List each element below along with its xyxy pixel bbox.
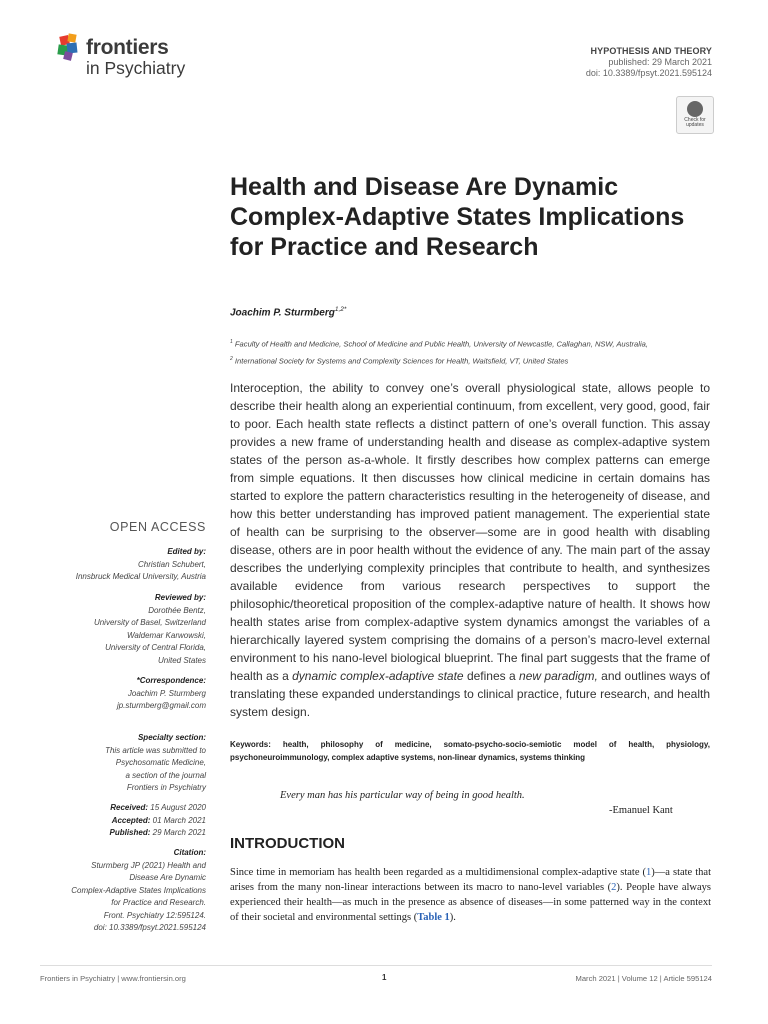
section-heading-introduction: INTRODUCTION [230,835,345,852]
epigraph-author: -Emanuel Kant [609,805,673,816]
keywords-label: Keywords: [230,740,271,749]
affiliation-1: $^1$ Faculty of Health and Medicine, School of Medicine and Public Health, University of Newcastle, Callaghan, NSW, Australia, [230,339,648,349]
footer-journal-link[interactable]: Frontiers in Psychiatry | www.frontiersin.org [40,974,186,983]
reviewer-1-affiliation: University of Basel, Switzerland [93,618,206,627]
reference-link-1[interactable]: 1 [646,867,652,878]
logo-block-blue [67,43,78,54]
open-access-label: OPEN ACCESS [109,520,206,534]
affiliation-2: $^2$ International Society for Systems and Complexity Sciences for Health, Waitsfield, VT, United States [230,355,569,366]
specialty-line-1: This article was submitted to [105,745,206,755]
correspondence-label: *Correspondence: [136,676,206,685]
reviewed-by-label: Reviewed by: [154,593,206,602]
specialty-line-3: a section of the journal [125,770,206,780]
editor-name: Christian Schubert, [137,559,206,569]
epigraph-quote: Every man has his particular way of being in good health. [280,790,525,801]
footer-rule [40,965,712,966]
brand-name: frontiers [86,36,169,59]
crossmark-label: Check for updates [684,117,706,128]
citation-line-1: Sturmberg JP (2021) Health and [91,860,206,870]
edited-by-label: Edited by: [167,547,206,556]
citation-line-2: Disease Are Dynamic [129,873,206,882]
correspondence-email[interactable]: jp.sturmberg@gmail.com [116,701,206,710]
editor-affiliation: Innsbruck Medical University, Austria [75,572,206,581]
author-name[interactable]: Joachim P. Sturmberg [230,307,335,319]
specialty-label: Specialty section: [137,733,206,742]
abstract: Interoception, the ability to convey one’s overall physiological state, allows people to describe their health along an experiential continuum, from excellent, very good, good, fair to poor. Each health state reflects a distinct pattern of one’s overall function. This assay provides a new frame of understanding health and disease as complex-adaptive system states of the person as-a-whole. It firstly describes how complex patterns can emerge from simple equations. It then discusses how clinical medicine in certain domains has started to explore the pattern characteristics resulting in the heterogeneity of disease, and how this better understanding has improved patient management. The experiential state of health can be surprising to the observer—some are in good health with disabling disease, others are in poor health without the evidence of any. The main part of the assay describes the underlying complexity principles that contribute to health, and synthesizes available evidence from various research perspectives to support the philosophic/theoretical proposition of the complex-adaptive nature of health. It shows how health states arise from complex-adaptive system dynamics amongst the variables of a hierarchically layered system comprising the domains of a person’s macro-level external environment to his nano-level biological blueprint. The final part suggests that the frame of health as a dynamic complex-adaptive state defines a new paradigm, and outlines ways of translating these expanded understandings to clinical practice, future research, and health system design. [230,381,710,719]
crossmark-icon [687,101,703,117]
introduction-paragraph: Since time in memoriam has health been regarded as a multidimensional complex-adaptive state (1)—a state that arises from the many non-linear interactions between its macro to nano-level variables (2). People have always experienced their health—as much in the presence as absence of diseases—in some patterned way in the context of their societal and environmental settings (Table 1). [230,867,711,923]
citation-line-4: for Practice and Research. [111,898,206,907]
published-date-side: Published: 29 March 2021 [109,828,206,837]
footer-page-number: 1 [382,973,387,982]
frontiers-logo [56,32,86,80]
correspondence-block [40,675,206,713]
author-superscript: 1,2* [334,306,347,313]
article-type: HYPOTHESIS AND THEORY [590,46,712,56]
article-title: Health and Disease Are Dynamic Complex-Adaptive States Implications for Practice and Research [230,173,685,261]
keywords [230,739,710,764]
reviewer-2-country: United States [157,655,206,665]
author-line [230,306,346,318]
reviewed-by-block [40,592,206,667]
logo-block-orange [67,33,76,42]
journal-name: in Psychiatry [86,58,186,78]
crossmark-badge[interactable] [676,96,714,134]
citation-doi[interactable]: doi: 10.3389/fpsyt.2021.595124 [93,923,206,932]
affiliations [230,335,730,368]
reviewer-1-name: Dorothée Bentz, [148,605,206,615]
reviewer-2-affiliation: University of Central Florida, [105,643,206,652]
accepted-date: Accepted: 01 March 2021 [111,815,206,825]
published-date: published: 29 March 2021 [608,57,712,67]
table-link-1[interactable]: Table 1 [417,912,450,923]
footer-issue-info: March 2021 | Volume 12 | Article 595124 [575,974,712,983]
dates-block [40,802,206,840]
reviewer-2-name: Waldemar Karwowski, [127,630,206,640]
specialty-line-2: Psychosomatic Medicine, [115,758,206,767]
received-date: Received: 15 August 2020 [110,803,206,812]
article-meta [586,46,712,79]
keywords-list: health, philosophy of medicine, somato-psycho-socio-semiotic model of health, physiology, psychoneuroimmunology, complex adaptive systems, non-linear dynamics, systems thinking [230,740,710,762]
edited-by-block [40,546,206,584]
specialty-block [40,732,206,795]
reference-link-2[interactable]: 2 [611,882,617,893]
citation-line-5: Front. Psychiatry 12:595124. [103,910,206,920]
citation-line-3: Complex-Adaptive States Implications [71,885,206,895]
citation-label: Citation: [173,848,206,857]
specialty-line-4: Frontiers in Psychiatry [126,783,206,792]
article-doi[interactable]: doi: 10.3389/fpsyt.2021.595124 [585,68,712,78]
citation-block [40,847,206,935]
correspondence-name: Joachim P. Sturmberg [127,688,206,698]
